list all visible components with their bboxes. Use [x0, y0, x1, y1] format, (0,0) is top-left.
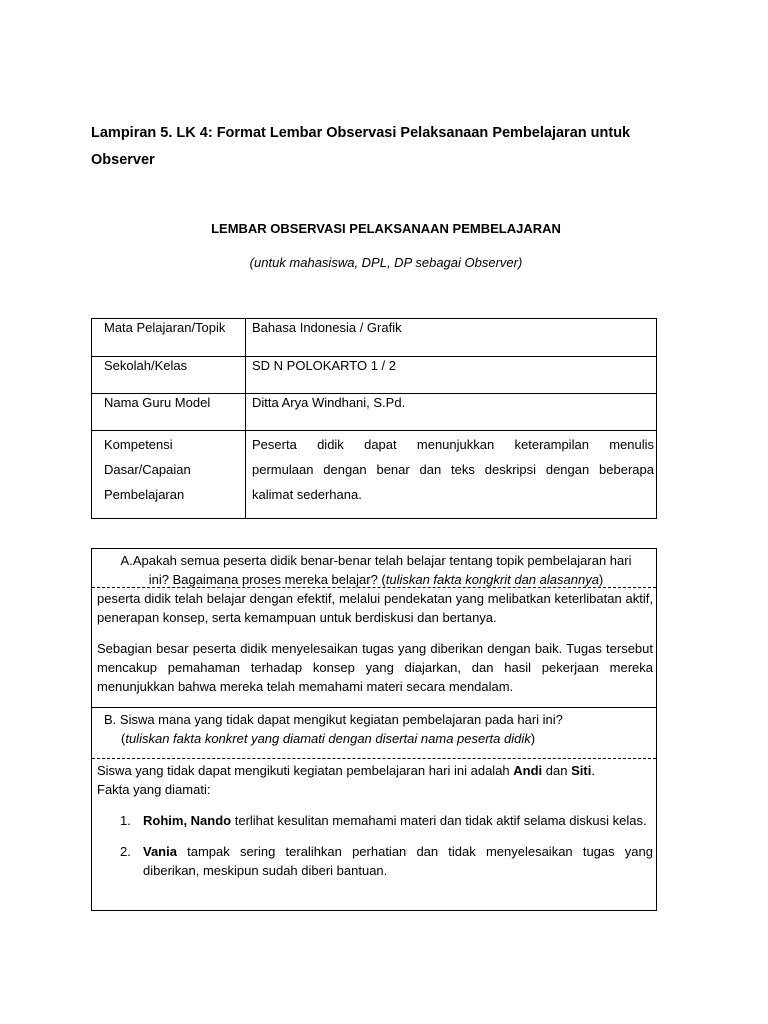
label-line: Kompetensi	[104, 437, 173, 452]
dashed-divider	[92, 587, 656, 588]
form-title: LEMBAR OBSERVASI PELAKSANAAN PEMBELAJARAN	[211, 221, 561, 236]
form-subtitle: (untuk mahasiswa, DPL, DP sebagai Observer)	[249, 255, 523, 270]
table-row	[92, 319, 657, 357]
value-line: kalimat sederhana.	[252, 487, 362, 502]
question-a-line-1: A.Apakah semua peserta didik benar-benar telah belajar tentang topik pembelajaran hari	[120, 553, 632, 568]
dashed-divider	[92, 758, 656, 759]
heading-line-1: Lampiran 5. LK 4: Format Lembar Observasi Pelaksanaan Pembelajaran untuk	[91, 125, 631, 141]
question-a-line-2: ini? Bagaimana proses mereka belajar? (tuliskan fakta kongkrit dan alasannya)	[148, 572, 604, 587]
label-line: Pembelajaran	[104, 487, 185, 502]
value-line: Peserta didik dapat menunjukkan keterampilan menulis	[252, 437, 654, 452]
label-line: Dasar/Capaian	[104, 462, 191, 477]
row-value: SD N POLOKARTO 1 / 2	[246, 357, 657, 394]
observed-students-list	[97, 811, 653, 880]
observation-box	[91, 548, 657, 911]
list-item: 2. Vania tampak sering teralihkan perhatian dan tidak menyelesaikan tugas yang diberikan, meskipun sudah diberi bantuan.	[120, 844, 653, 878]
answer-b	[97, 761, 653, 892]
table-row	[92, 394, 657, 431]
row-value: Bahasa Indonesia / Grafik	[246, 319, 657, 357]
answer-b-intro-line-2: Fakta yang diamati:	[97, 782, 211, 797]
value-line: permulaan dengan benar dan teks deskripsi dengan beberapa	[252, 462, 654, 477]
list-item: 1. Rohim, Nando terlihat kesulitan memahami materi dan tidak aktif selama diskusi kelas.	[120, 813, 647, 828]
answer-a-paragraph-2: Sebagian besar peserta didik menyelesaikan tugas yang diberikan dengan baik. Tugas tersebut mencakup pemahaman terhadap konsep yang diajarkan, dan hasil pekerjaan mereka menunjukkan bahwa mereka telah memahami materi secara mendalam.	[97, 641, 653, 694]
question-b-line-2: (tuliskan fakta konkret yang diamati dengan disertai nama peserta didik)	[121, 731, 536, 746]
question-a	[92, 549, 656, 589]
answer-b-intro: Siswa yang tidak dapat mengikuti kegiatan pembelajaran hari ini adalah Andi dan Siti.	[97, 763, 595, 778]
answer-a-paragraph-1: peserta didik telah belajar dengan efektif, melalui pendekatan yang melibatkan keterlibatan aktif, penerapan konsep, serta kemampuan untuk berdiskusi dan bertanya.	[97, 591, 653, 625]
row-label	[92, 431, 246, 519]
document-heading	[91, 120, 671, 174]
row-label: Nama Guru Model	[92, 394, 246, 431]
question-b	[104, 710, 644, 748]
identity-table	[91, 318, 657, 519]
row-label: Sekolah/Kelas	[92, 357, 246, 394]
row-label: Mata Pelajaran/Topik	[92, 319, 246, 357]
heading-line-2: Observer	[91, 152, 155, 168]
question-b-line-1: B. Siswa mana yang tidak dapat mengikut kegiatan pembelajaran pada hari ini?	[104, 712, 563, 727]
answer-a	[97, 589, 653, 696]
row-value: Ditta Arya Windhani, S.Pd.	[246, 394, 657, 431]
section-divider	[92, 707, 656, 708]
row-value	[246, 431, 657, 519]
table-row	[92, 357, 657, 394]
table-row	[92, 431, 657, 519]
